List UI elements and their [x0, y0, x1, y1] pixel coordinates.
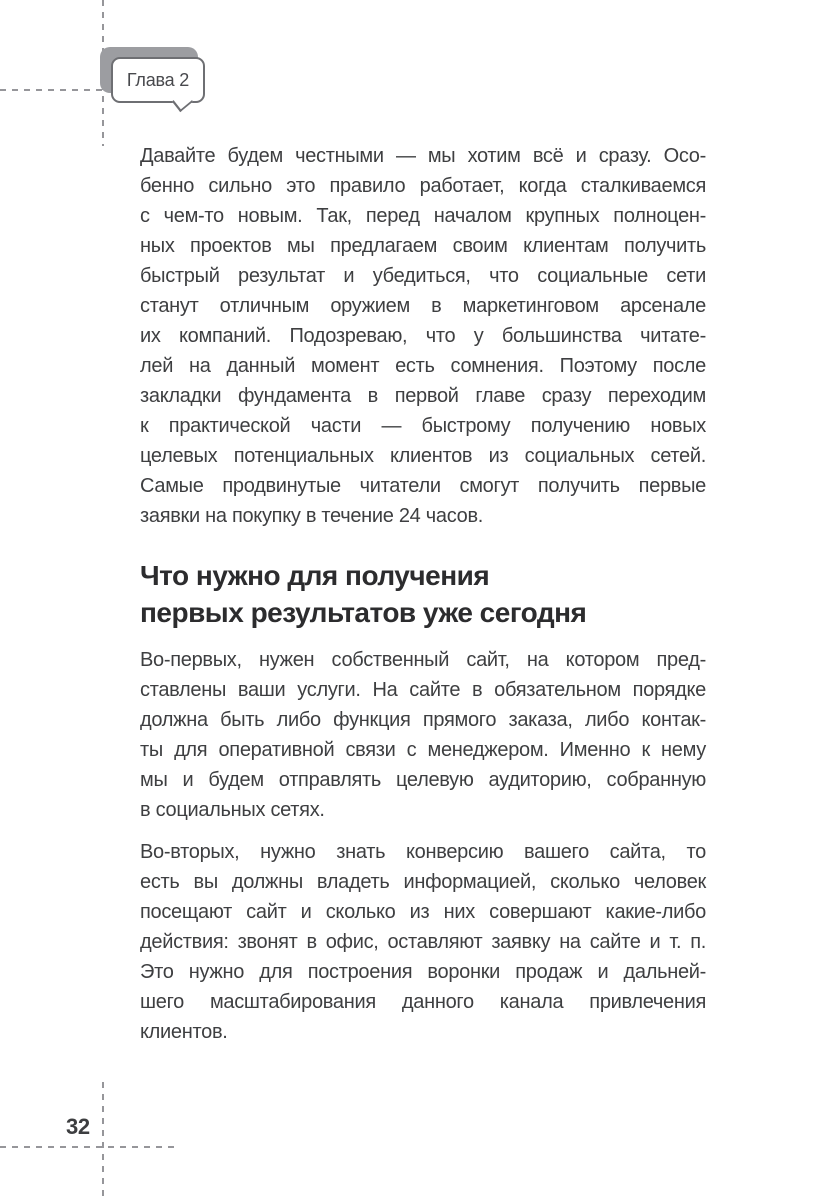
- text-line: Самые продвинутые читатели смогут получить первые: [140, 475, 706, 497]
- text-line: ставлены ваши услуги. На сайте в обязательном порядке: [140, 679, 706, 701]
- text-line: шего масштабирования данного канала привлечения: [140, 991, 706, 1013]
- section-heading: [140, 557, 706, 631]
- text-line: к практической части — быстрому получению новых: [140, 415, 706, 437]
- text-line: первых результатов уже сегодня: [140, 597, 587, 628]
- text-line: Во-вторых, нужно знать конверсию вашего сайта, то: [140, 841, 706, 863]
- text-line: действия: звонят в офис, оставляют заявку на сайте и т. п.: [140, 931, 706, 953]
- paragraph: [140, 141, 706, 531]
- text-line: бенно сильно это правило работает, когда сталкиваемся: [140, 175, 706, 197]
- text-column: [140, 141, 706, 1047]
- text-line: закладки фундамента в первой главе сразу переходим: [140, 385, 706, 407]
- speech-bubble: [111, 57, 205, 103]
- text-line: быстрый результат и убедиться, что социальные сети: [140, 265, 706, 287]
- text-line: заявки на покупку в течение 24 часов.: [140, 505, 484, 527]
- text-line: в социальных сетях.: [140, 799, 325, 821]
- paragraph: [140, 837, 706, 1047]
- text-line: должна быть либо функция прямого заказа, либо контак-: [140, 709, 706, 731]
- text-line: станут отличным оружием в маркетинговом арсенале: [140, 295, 706, 317]
- paragraph: [140, 645, 706, 825]
- text-line: есть вы должны владеть информацией, сколько человек: [140, 871, 706, 893]
- text-line: Что нужно для получения: [140, 560, 490, 591]
- text-line: целевых потенциальных клиентов из социальных сетей.: [140, 445, 706, 467]
- text-line: ных проектов мы предлагаем своим клиентам получить: [140, 235, 706, 257]
- text-line: посещают сайт и сколько из них совершают какие-либо: [140, 901, 706, 923]
- chapter-label: Глава 2: [126, 69, 190, 90]
- text-line: ты для оперативной связи с менеджером. Именно к нему: [140, 739, 706, 761]
- crop-guide-horizontal-top: [0, 89, 104, 91]
- text-line: лей на данный момент есть сомнения. Поэтому после: [140, 355, 706, 377]
- crop-guide-horizontal-bottom: [0, 1146, 178, 1148]
- speech-bubble-tail-icon: [172, 91, 193, 112]
- text-line: Давайте будем честными — мы хотим всё и сразу. Осо-: [140, 145, 706, 167]
- text-line: мы и будем отправлять целевую аудиторию, собранную: [140, 769, 706, 791]
- text-line: с чем-то новым. Так, перед началом крупных полноцен-: [140, 205, 706, 227]
- chapter-tab: [100, 47, 220, 117]
- page-number: 32: [66, 1114, 90, 1139]
- crop-guide-vertical-bottom: [102, 1082, 104, 1200]
- text-line: клиентов.: [140, 1021, 228, 1043]
- text-line: Во-первых, нужен собственный сайт, на котором пред-: [140, 649, 706, 671]
- text-line: их компаний. Подозреваю, что у большинства читате-: [140, 325, 706, 347]
- text-line: Это нужно для построения воронки продаж и дальней-: [140, 961, 706, 983]
